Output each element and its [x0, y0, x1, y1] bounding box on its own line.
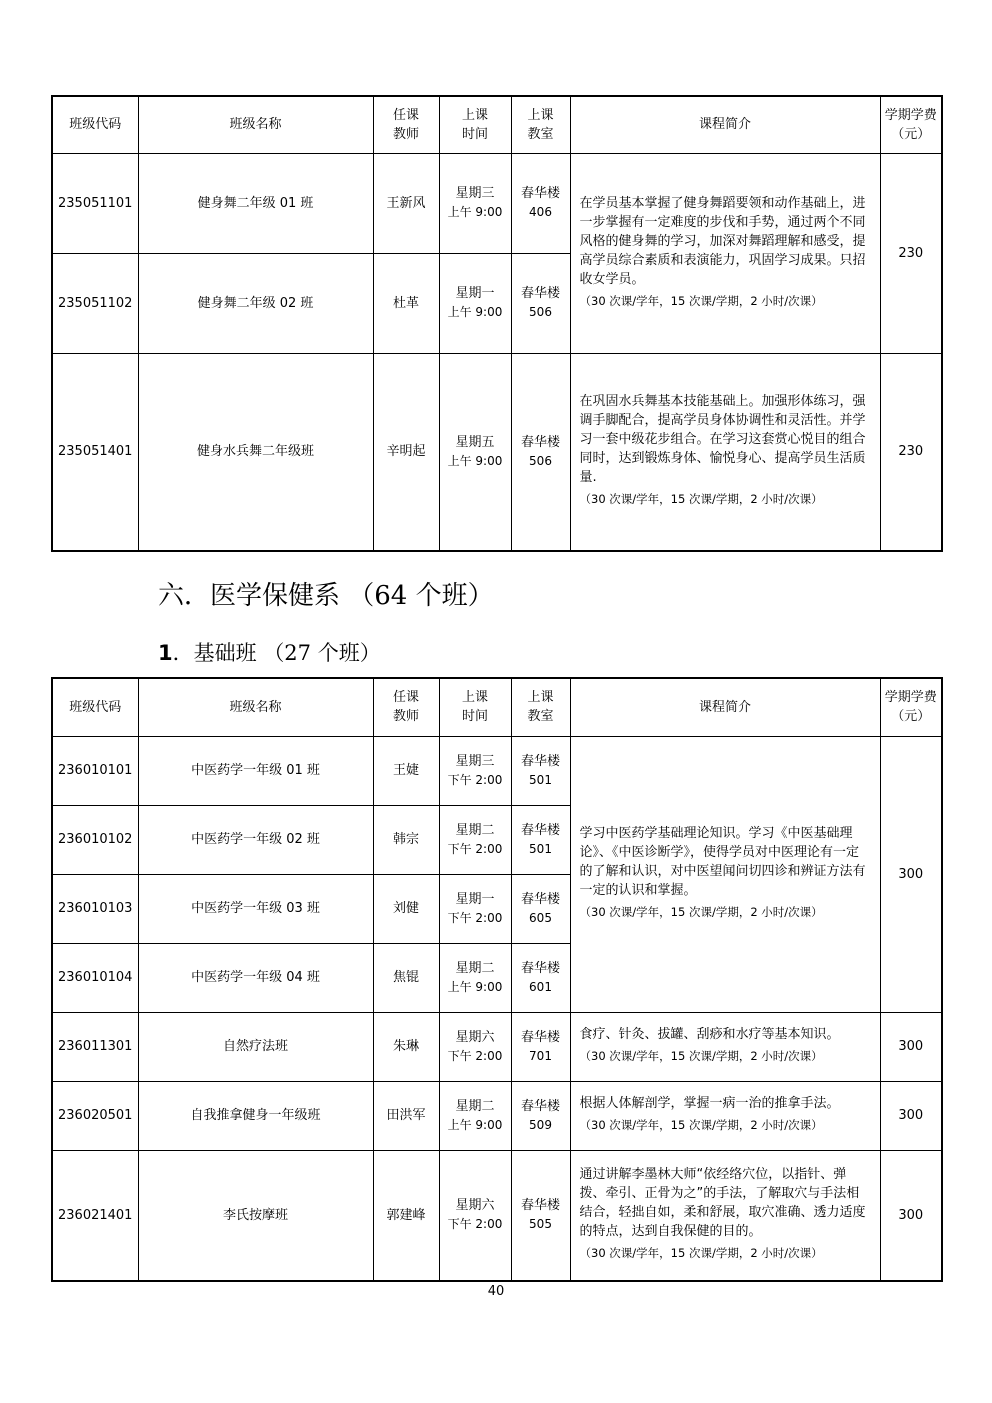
class-time: 星期一 下午 2:00 — [439, 874, 511, 943]
class-code: 236020501 — [52, 1081, 138, 1150]
header-name: 班级名称 — [138, 96, 373, 153]
class-time: 星期三 上午 9:00 — [439, 153, 511, 253]
class-name: 中医药学一年级 04 班 — [138, 943, 373, 1012]
class-room: 春华楼 501 — [511, 805, 570, 874]
header-code: 班级代码 — [52, 678, 138, 736]
term-fee: 300 — [880, 736, 942, 1012]
teacher-name: 焦锟 — [373, 943, 439, 1012]
class-room: 春华楼 506 — [511, 253, 570, 353]
course-table-medical — [51, 677, 943, 1282]
header-time: 上课 时间 — [439, 96, 511, 153]
teacher-name: 韩宗 — [373, 805, 439, 874]
class-time: 星期五 上午 9:00 — [439, 353, 511, 551]
class-name: 中医药学一年级 03 班 — [138, 874, 373, 943]
header-fee: 学期学费 （元） — [880, 678, 942, 736]
class-time: 星期二 上午 9:00 — [439, 1081, 511, 1150]
class-room: 春华楼 406 — [511, 153, 570, 253]
class-name: 李氏按摩班 — [138, 1150, 373, 1281]
class-code: 236010103 — [52, 874, 138, 943]
teacher-name: 刘健 — [373, 874, 439, 943]
teacher-name: 王婕 — [373, 736, 439, 805]
class-name: 健身水兵舞二年级班 — [138, 353, 373, 551]
header-desc: 课程简介 — [570, 678, 880, 736]
table-row — [52, 353, 942, 551]
class-code: 236010101 — [52, 736, 138, 805]
header-time: 上课 时间 — [439, 678, 511, 736]
class-room: 春华楼 701 — [511, 1012, 570, 1081]
class-room: 春华楼 506 — [511, 353, 570, 551]
class-name: 中医药学一年级 01 班 — [138, 736, 373, 805]
term-fee: 300 — [880, 1150, 942, 1281]
section-title: 六．医学保健系 （64 个班） — [158, 581, 494, 611]
term-fee: 300 — [880, 1081, 942, 1150]
header-code: 班级代码 — [52, 96, 138, 153]
teacher-name: 朱琳 — [373, 1012, 439, 1081]
teacher-name: 辛明起 — [373, 353, 439, 551]
table-row — [52, 1081, 942, 1150]
class-room: 春华楼 605 — [511, 874, 570, 943]
table-row — [52, 153, 942, 253]
header-teacher: 任课 教师 — [373, 678, 439, 736]
course-description: 在学员基本掌握了健身舞蹈要领和动作基础上，进一步掌握有一定难度的步伐和手势，通过两个不同风格的健身舞的学习，加深对舞蹈理解和感受，提高学员综合素质和表演能力，巩固学习成果。只招收女学员。 （30 次课/学年，15 次课/学期，2 小时/次课） — [570, 153, 880, 353]
class-code: 236021401 — [52, 1150, 138, 1281]
course-description: 学习中医药学基础理论知识。学习《中医基础理论》、《中医诊断学》，使得学员对中医理论有一定的了解和认识，对中医望闻问切四诊和辨证方法有一定的认识和掌握。 （30 次课/学年，15 次课/学期，2 小时/次课） — [570, 736, 880, 1012]
header-room: 上课 教室 — [511, 96, 570, 153]
header-room: 上课 教室 — [511, 678, 570, 736]
teacher-name: 杜革 — [373, 253, 439, 353]
class-name: 健身舞二年级 02 班 — [138, 253, 373, 353]
class-room: 春华楼 501 — [511, 736, 570, 805]
term-fee: 300 — [880, 1012, 942, 1081]
class-room: 春华楼 601 — [511, 943, 570, 1012]
header-fee: 学期学费 （元） — [880, 96, 942, 153]
term-fee: 230 — [880, 353, 942, 551]
class-code: 236011301 — [52, 1012, 138, 1081]
table-row — [52, 736, 942, 805]
class-code: 235051101 — [52, 153, 138, 253]
course-description: 通过讲解李墨林大师“依经络穴位，以指针、弹拨、牵引、正骨为之”的手法，了解取穴与手法相结合，轻拙自如，柔和舒展，取穴准确、透力适度的特点，达到自我保健的目的。 （30 次课/学年，15 次课/学期，2 小时/次课） — [570, 1150, 880, 1281]
class-time: 星期六 下午 2:00 — [439, 1012, 511, 1081]
class-name: 健身舞二年级 01 班 — [138, 153, 373, 253]
page-number: 40 — [487, 1284, 505, 1299]
class-name: 自然疗法班 — [138, 1012, 373, 1081]
class-name: 中医药学一年级 02 班 — [138, 805, 373, 874]
course-table-dance — [51, 95, 943, 552]
table-header-row — [52, 96, 942, 153]
term-fee: 230 — [880, 153, 942, 353]
class-code: 235051401 — [52, 353, 138, 551]
course-description: 食疗、针灸、拔罐、刮痧和水疗等基本知识。 （30 次课/学年，15 次课/学期，2 小时/次课） — [570, 1012, 880, 1081]
header-name: 班级名称 — [138, 678, 373, 736]
table-row — [52, 1150, 942, 1281]
course-description: 在巩固水兵舞基本技能基础上。加强形体练习，强调手脚配合，提高学员身体协调性和灵活性。并学习一套中级花步组合。在学习这套赏心悦目的组合同时，达到锻炼身体、愉悦身心、提高学员生活质量. （30 次课/学年，15 次课/学期，2 小时/次课） — [570, 353, 880, 551]
header-teacher: 任课 教师 — [373, 96, 439, 153]
table-row — [52, 1012, 942, 1081]
class-name: 自我推拿健身一年级班 — [138, 1081, 373, 1150]
class-room: 春华楼 505 — [511, 1150, 570, 1281]
teacher-name: 郭建峰 — [373, 1150, 439, 1281]
class-code: 235051102 — [52, 253, 138, 353]
teacher-name: 田洪军 — [373, 1081, 439, 1150]
header-desc: 课程简介 — [570, 96, 880, 153]
class-time: 星期二 上午 9:00 — [439, 943, 511, 1012]
class-room: 春华楼 509 — [511, 1081, 570, 1150]
class-time: 星期六 下午 2:00 — [439, 1150, 511, 1281]
class-code: 236010104 — [52, 943, 138, 1012]
table-header-row — [52, 678, 942, 736]
class-time: 星期二 下午 2:00 — [439, 805, 511, 874]
class-code: 236010102 — [52, 805, 138, 874]
class-time: 星期三 下午 2:00 — [439, 736, 511, 805]
course-description: 根据人体解剖学，掌握一病一治的推拿手法。 （30 次课/学年，15 次课/学期，2 小时/次课） — [570, 1081, 880, 1150]
teacher-name: 王新风 — [373, 153, 439, 253]
subsection-title: 1．基础班 （27 个班） — [158, 641, 381, 665]
class-time: 星期一 上午 9:00 — [439, 253, 511, 353]
